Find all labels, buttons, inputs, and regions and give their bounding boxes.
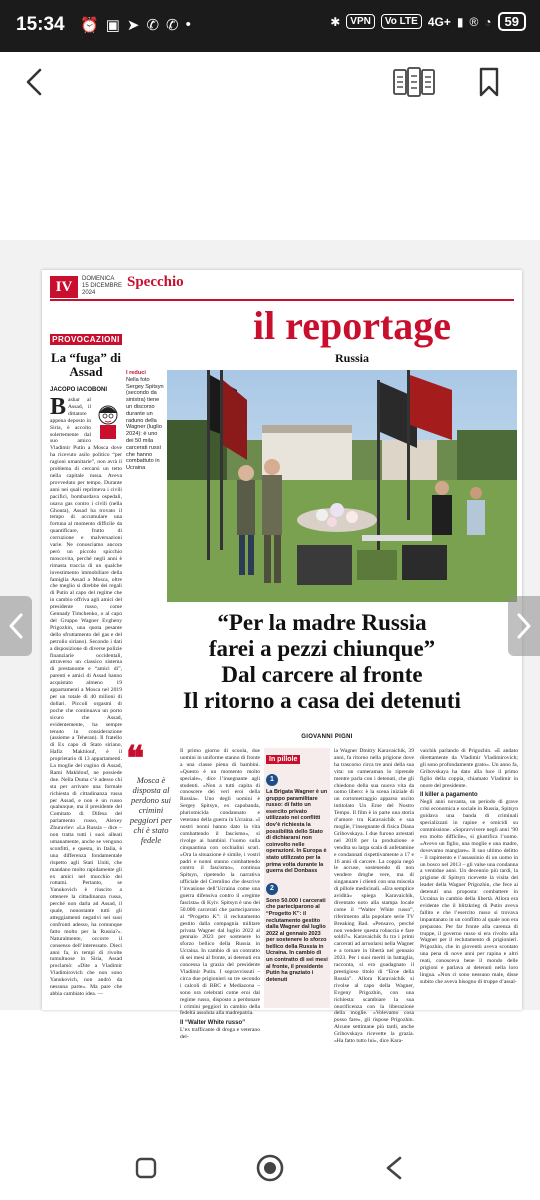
system-icons — [330, 12, 526, 31]
home-icon — [255, 1153, 285, 1183]
headline-line: farei a pezzi chiunque” — [208, 636, 436, 661]
status-bar — [0, 0, 540, 52]
photo-illustration — [167, 370, 517, 602]
pillole-text: La Brigata Wagner è un gruppo paramilitare russo: di fatto un esercito privato utilizzato nei conflitti dov’è richiesta la possibilità dello Stato di dichiararsi non coinvolto nelle operazioni. In Europa è stato utilizzato per la prima volta durante la guerra del Donbass — [266, 789, 328, 875]
headline-line: Il ritorno a casa dei detenuti — [183, 688, 461, 713]
chevron-right-icon — [514, 611, 534, 641]
quote-mark-icon: ❝ — [126, 741, 145, 778]
caption-head: I reduci — [126, 370, 146, 376]
bookmark-icon — [478, 67, 500, 97]
pillole-label: In pillole — [266, 755, 300, 764]
reportage-heading: il reportage — [252, 303, 452, 348]
clock: 15:34 — [16, 14, 65, 35]
previous-page-button[interactable] — [0, 596, 32, 656]
body-column-4 — [420, 748, 518, 1008]
body-column-3 — [334, 748, 414, 1045]
body-text: vaichik parlando di Prigozhin. «E andato direttamente da Vladimir Vladimirovich; gli sono profondamente grato». Un anno fa, Gribovskaya ha dato alla luce il primo figlio della coppia, chiamato Vladimir in onore del presidente. — [420, 748, 518, 789]
network-indicator: 4G+ — [427, 14, 451, 29]
article-body — [50, 394, 122, 998]
back-button[interactable] — [14, 62, 54, 102]
section-name: Specchio — [127, 274, 184, 290]
main-headline — [126, 610, 518, 714]
page-viewer[interactable] — [0, 240, 540, 1045]
alarm-icon: ⏰ — [80, 17, 99, 34]
telegram-icon: ➤ — [126, 17, 140, 34]
headline-line: Dal carcere al fronte — [221, 662, 423, 687]
body-text: Negli anni novanta, un periodo di grave crisi economica e sociale in Russia, Spitsyn guidava una banda di criminali specializzati in rapine e omicidi su commissione. «Sopravvivere negli anni ’90 era molto difficile», si giustifica l’uomo. «Avevo un figlio, una moglie e una madre, dovevamo mangiare». Il suo ultimo delitto – il rapimento e l’assassinio di un uomo in un bosco nel 2013 – gli valse una condanna a ventidue anni. Un decennio più tardi, la prigione di Spitsyn ricevette la visita del leader della Wagner Prigozhin, che fece ai detenuti una proposta: combattere in Ucraina in cambio della libertà. Allora era evidente che il blitzkrieg di Putin aveva fallito e che l’esercito russo si trovava impantanato in un conflitto al quale non era preparato. Per far fronte alla carenza di truppe, il governo russo si era rivolto alla Wagner per il reclutamento di prigionieri. Prigozhin, che in gioventù aveva scontato una pena di nove anni per rapina e altri reati, conosceva bene il mondo delle prigioni e parlava ai detenuti nella loro lingua. «Non ci sono nessuno male, disse subito che aveva bisogno di truppe d’assal- — [420, 799, 518, 985]
issue-weekday: DOMENICA — [82, 276, 115, 282]
pillole-number: 2 — [266, 883, 278, 895]
vpn-badge: VPN — [346, 14, 375, 29]
body-column-1 — [180, 748, 261, 1041]
article-kicker: PROVOCAZIONI — [50, 334, 122, 345]
recents-button[interactable] — [126, 1148, 166, 1188]
back-button-nav[interactable] — [374, 1148, 414, 1188]
byline: GIOVANNI PIGNI — [301, 734, 353, 740]
body-text: la Wagner Dmitry Karavaichik, 39 anni, fa ritorno nella prigione dove ha trascorso circa tre anni della sua vita: un cameraman lo riprende mentre parla con i detenuti, che gli chiedono della sua nuova vita da uomo libero: è la scena iniziale di un cortometraggio apparso uscito intitolato Un Eroe del Nostro Tempo. Il film è in parte una storia d’amore tra Karavaichik e sua moglie, l’insegnante di fisica Diana Gribovskaya. I due furono arrestati nel 2018 per la produzione e vendita su larga scala di anfetamine e condannati rispettivamente a 17 e 16 anni di carcere. La coppia negò le accuse, sostenendo di non vendere droghe vere, ma di singanuare i clienti con una miscela di pillole medicinali. «Era semplice avidità» spiega Karavaichik, diventato noto alla stampa locale come il “Walter White russo”, riferimento alla popolare serie TV Breaking Bad. «Pensavo, perché non vendere questa robaccia e fare soldi?». Karavaichik fu tra i primi carcerati ad arruolarsi nella Wagner e a tornare in libertà nel gennaio 2023. Per i suoi meriti in battaglia, racconta, si era guadagnato il prestigioso titolo di “Eroe della Russia”. Allora Karavaichik si rivolse al capo della Wagner, Evgeny Prigozhin, con una richiesta: scambiare la sua onorificenza con la liberazione della moglie. «Volevamo cosa posso fare», gli rispose Prigozhin. Alcune settimane più tardi, anche Gribovskaya ricevette la grazia. «Ha fatto tutto lui», dice Kara- — [334, 748, 414, 1045]
bookmark-button[interactable] — [474, 62, 504, 102]
page-number: IV — [50, 276, 78, 298]
article-headline: La “fuga” di Assad — [50, 350, 122, 379]
volte-badge: Vo LTE — [381, 14, 422, 29]
nfc-icon: ▣ — [105, 17, 120, 34]
notification-icons — [80, 16, 191, 34]
region-label: Russia — [334, 351, 369, 365]
bluetooth-icon: ✱ — [330, 14, 341, 29]
reader-view-button[interactable] — [392, 66, 436, 98]
body-subheading: Il killer a pagamento — [420, 792, 478, 799]
body-subheading: Il “Walter White russo” — [180, 1020, 246, 1027]
headline-line: “Per la madre Russia — [217, 610, 427, 635]
pillole-number: 1 — [266, 774, 278, 786]
signal-icon: ▮ — [456, 14, 464, 29]
issue-day: 15 DICEMBRE 2024 — [82, 283, 123, 296]
pillole-text: Sono 50.000 i carcerati che parteciparono al “Progetto K”: il reclutamento gestito dalla Wagner dal luglio 2022 al gennaio 2023 per sostenere lo sforzo bellico della Russia in Ucraina. In cambio di un contratto di sei mesi al fronte, il presidente Putin ha graziato i detenuti — [266, 897, 328, 983]
caption-text: Nella foto Sergey Spitsyn (secondo da sinistra) tiene un discorso durante un raduno della Wagner (luglio 2024): è uno dei 50 mila carcerati russi che hanno combattuto in Ucraina — [126, 376, 164, 472]
pull-quote-text: Mosca è disposta al perdono sui crimini peggiori per chi è stato fedele — [129, 775, 173, 845]
next-page-button[interactable] — [508, 596, 540, 656]
article-text: ashar al Assad, il dittatore appena deposto in Siria, è accolto solertemente dal suo amico Vladimir Putin a Mosca dove ha ricevuto asilo politico “per ragioni umanitarie”, non avrà il problema di cercarsi un tetto nella capitale russa. Aveva provveduto per tempo. Durante anni nei quali reprimeva i civili pacifici, bombardava ospedali, usava gas contro i civili (nella Ghouta), Assad ha trovato il tempo di accumulare una fortuna al momento difficile da quantificare, frutto di corruzione e malversazioni varie. Ne conosciamo ancora però un piccolo spicchio moscovita, perché negli anni è rimasta traccia di un qualche investimento immobiliare della famiglia Assad a Mosca, oltre che meglio si direbbe dei regali di Putin al capo del regime che in cambio offriva agli amici del presidente russo, come Gennady Timchenko, o al capo del Gruppo Wagner Evgheny Prigozhin, una quota pesante dello sfruttamento del gas e del petrolio siriano). Secondo i dati a disposizione di diverse polizie finanziarie occidentali, attraverso un classico sistema di prestanome e “amici di”, parenti e amici di Assad hanno acquistato almeno 19 appartamenti a Mosca nel 2019 per un totale di 40 milioni di dollari. Piccoli orgasmi di poche che continuava un porto sicuro che Assad, evidentemente, ha sempre tenuto in considerazione (assieme a Teheran). Il fratello di Ex capo di Stato siriano, Hafiz Makhlouf, è il proprietario di 13 appartamenti. La moglie del cugino di Assad, Rami Makhlouf, ne possiede due. Nella Duma c’è adesso chi sta per arrivare una formale richiesta di cittadinanza russa per Assad, e non è un russo qualunque, ma il presidente del Comitato di Difesa del parlamento russo, Alexey Zhuravlev: «La Russia – dice – non tratta tutti i suoi alleati umanamente, anche se vengono sconfitti, e questa, in Italia, è una differenza fondamentale rispetto agli Stati Uniti, che mandano molto rapidamente gli ex amici nel mucchio dei rottami. Pertanto, se Yanukovich è riuscito a ottenere la cittadinanza russa, perché non darla ad Assad, il quale, nonostante tutti gli atteggiamenti negativi nei suoi confronti adesso, ha comunque fatto molto per la Russia?». Naturalmente, occorre il consenso dell’interessato. Dieci anni fa, in tempi di rivolte tumultuose in Siria, Assad proclamò: «Dite a Vladimir Vladimirovich che non sono Yanukovich, non andrò da nessuna parte». Ma pare che abbia cambiato idea. — — [50, 397, 122, 997]
whatsapp-icon: ✆ — [166, 17, 179, 34]
battery-indicator: 59 — [498, 12, 526, 31]
wifi-icon: ◔ — [484, 14, 492, 29]
dropcap: B — [50, 394, 67, 420]
article-photo — [167, 370, 517, 602]
newspaper-page — [42, 270, 522, 1045]
back-icon — [383, 1155, 405, 1181]
whatsapp-icon: ✆ — [146, 17, 160, 34]
chevron-left-icon — [6, 611, 26, 641]
data-saver-icon: ® — [469, 14, 479, 29]
home-button[interactable] — [250, 1148, 290, 1188]
left-column-article — [50, 334, 122, 1004]
system-navigation-bar — [0, 1130, 540, 1200]
pull-quote — [126, 741, 176, 845]
app-bar — [0, 52, 540, 112]
dot-icon: • — [185, 16, 191, 33]
author-caricature — [94, 401, 122, 439]
back-arrow-icon — [23, 67, 45, 97]
article-author: JACOPO IACOBONI — [50, 387, 108, 393]
body-text: L’ex trafficante di droga e veterano del- — [180, 1027, 260, 1041]
recents-icon — [135, 1157, 157, 1179]
photo-caption — [126, 370, 164, 472]
body-text: Il primo giorno di scuola, due uomini in uniforme stanno di fronte a una classe piena di bambini. «Questo è un momento molto speciale», dice l’insegnante agli studenti. «Non a tutti capita di conoscere dei veri eroi della Russia». Uno degli uomini è Sergey Spitsyn, ex capobanda, pluriomicida condannato e veterano della guerra in Ucraina. «I nostri nonni hanno dato la vita combattendo il fascismo», si rivolge ai bambini l’uomo sulla cinquantina con occhialini scuri. «Ora la situazione è simile, i vostri padri e nonni stanno combattendo contro il fascismo», continua Spitsyn, ripetendo la narrativa ufficiale del Cremlino che descrive l’invasione dell’Ucraina come una guerra difensiva contro il «regime fascista» di Kyiv. Spitsyn è uno dei 50.000 carcerati che parteciparono al “Progetto K”: il reclutamento gestito dalla compagnia militare privata Wagner dal luglio 2022 al gennaio 2023 per sostenere lo sforzo bellico della Russia in Ucraina. In cambio di un contratto di sei mesi al fronte, ai detenuti era concessa la grazia del presidente Vladimir Putin. I sopravvissuti – circa due prigionieri su tre secondo i calcoli di BBC e Mediazona – sono ora celebrati come eroi dal regime russo, disposto a perdonare i crimini peggiori in cambio della fedeltà assoluta alla madrepatria. — [180, 748, 261, 1017]
reader-view-icon — [392, 66, 436, 98]
in-pillole-box — [264, 748, 330, 1008]
